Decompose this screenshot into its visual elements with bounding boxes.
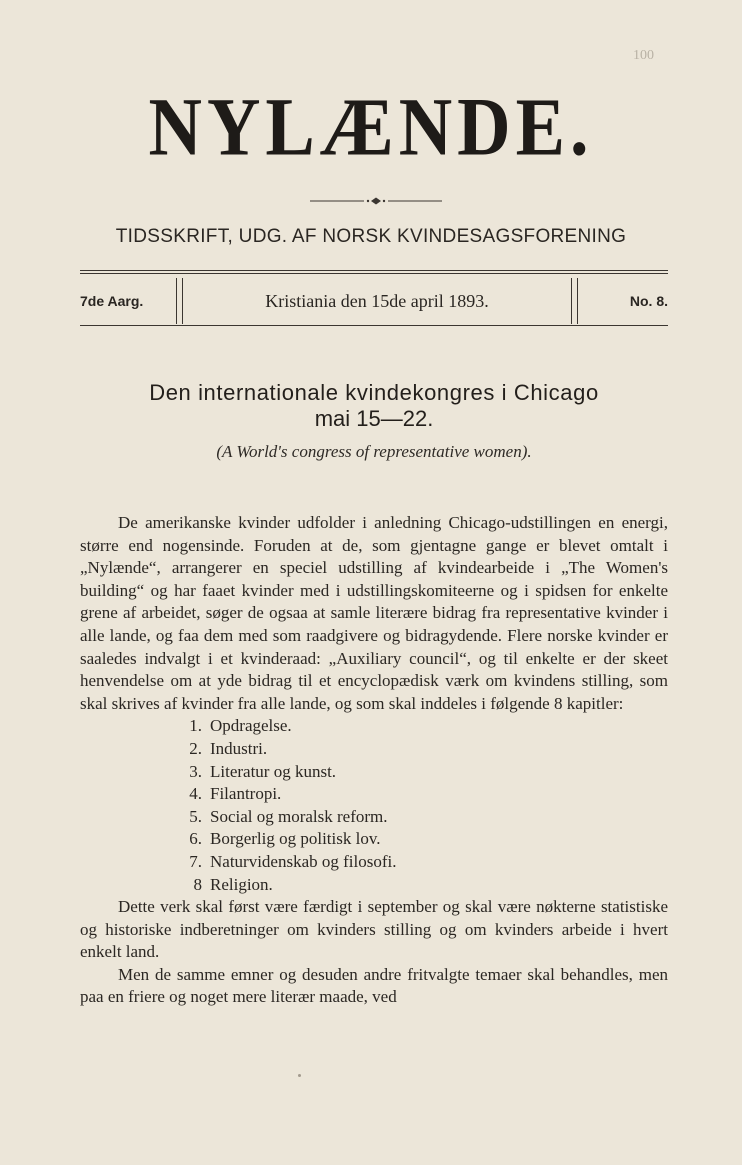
article-body bbox=[80, 512, 668, 1009]
ornament-divider-icon bbox=[310, 196, 442, 206]
paragraph-2: Dette verk skal først være færdigt i september og skal være nøkterne statistiske og historiske indberetninger om kvinders stilling og om kvinders arbeide i hvert enkelt land. bbox=[80, 897, 668, 962]
masthead-subtitle: TIDSSKRIFT, UDG. AF NORSK KVINDESAGSFORENING bbox=[115, 226, 627, 247]
header-rule-top-inner bbox=[80, 273, 668, 274]
page-number: 100 bbox=[633, 48, 654, 63]
list-item: 2. Industri. bbox=[189, 738, 268, 758]
chapter-list bbox=[80, 715, 668, 896]
list-item: 3. Literatur og kunst. bbox=[189, 761, 337, 781]
list-item: 7. Naturvidenskab og filosofi. bbox=[189, 851, 397, 871]
issue-number: No. 8. bbox=[629, 293, 668, 309]
issue-separator bbox=[571, 278, 578, 324]
header-rule-bottom bbox=[80, 325, 668, 326]
article-subtitle: (A World's congress of representative women). bbox=[216, 442, 532, 461]
issue-info-bar bbox=[80, 277, 668, 325]
list-item: 1. Opdragelse. bbox=[189, 716, 292, 736]
list-item: 5. Social og moralsk reform. bbox=[189, 806, 388, 826]
paper-speck bbox=[298, 1074, 301, 1077]
list-item: 4. Filantropi. bbox=[189, 784, 282, 804]
volume-label: 7de Aarg. bbox=[80, 293, 144, 309]
place-date: Kristiania den 15de april 1893. bbox=[265, 290, 489, 311]
list-item: 6. Borgerlig og politisk lov. bbox=[189, 829, 381, 849]
article-title-line-1: Den internationale kvindekongres i Chicago bbox=[149, 380, 599, 405]
paragraph-1: De amerikanske kvinder udfolder i anledning Chicago-udstillingen en energi, større end nogensinde. Foruden at de, som gjentagne gange er blevet omtalt i „Nylænde“, arrangerer en speciel udstilling af kvindearbeide i „The Women's building“ og har faaet kvinder med i udstillingskomiteerne og i spidsen for enkelte grene af arbeidet, søger de ogsaa at samle literære bidrag fra representative kvinder i alle lande, og faa dem med som raadgivere og bidragydende. Flere norske kvinder er saaledes indvalgt i et kvinderaad: „Auxiliary council“, og til enkelte er der skeet henvendelse om at yde bidrag til et encyclopædisk værk om kvindens stilling, som skal skrives af kvinder fra alle lande, og som skal inddeles i følgende 8 kapitler: bbox=[80, 513, 668, 713]
header-rule-top bbox=[80, 270, 668, 271]
article-title bbox=[80, 380, 668, 432]
list-item: 8 Religion. bbox=[193, 874, 273, 894]
paragraph-3: Men de samme emner og desuden andre fritvalgte temaer skal behandles, men paa en friere og noget mere literær maade, ved bbox=[80, 964, 668, 1007]
article-title-line-2: mai 15—22. bbox=[314, 406, 434, 431]
issue-separator bbox=[176, 278, 183, 324]
masthead-title: NYLÆNDE. bbox=[148, 81, 594, 174]
